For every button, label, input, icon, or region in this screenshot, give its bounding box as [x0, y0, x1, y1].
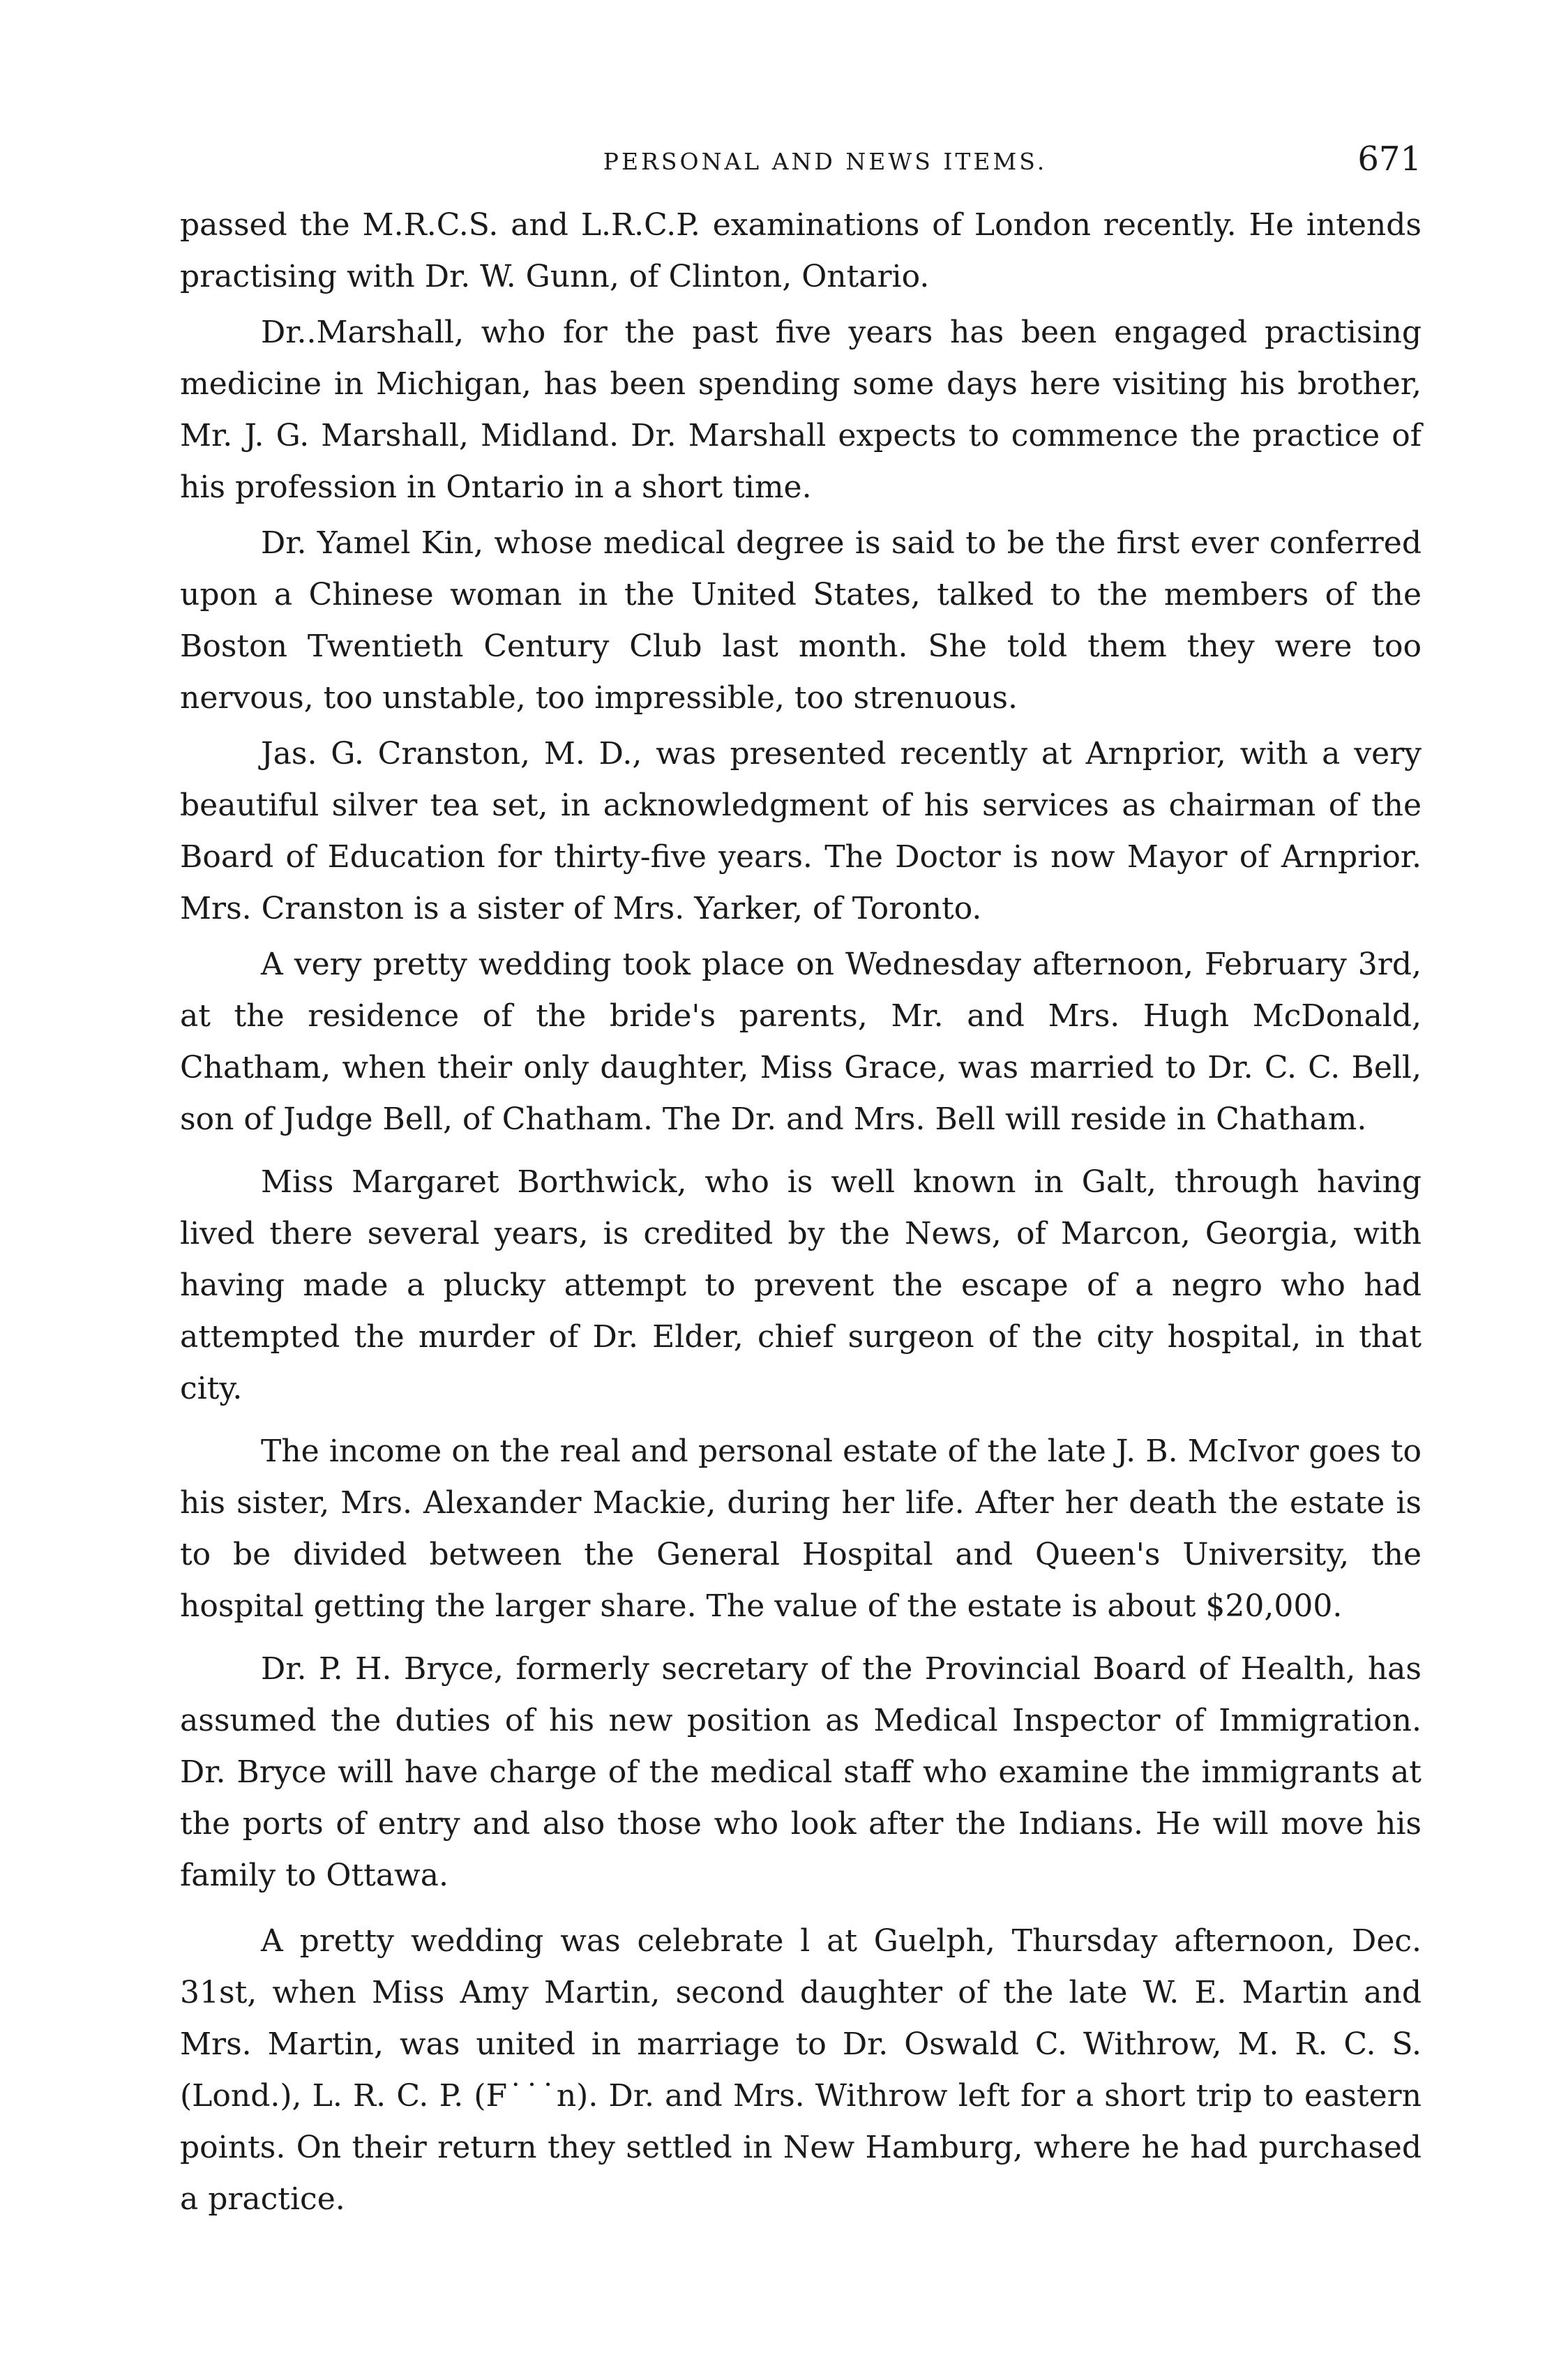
running-title: PERSONAL AND NEWS ITEMS. — [603, 148, 1048, 175]
paragraph-marshall: Dr..Marshall, who for the past five years has been engaged practising medicine in Michigan, has been spending some days here visiting his brother, Mr. J. G. Marshall, Midland. Dr. Marshall expects to commence the practice of his profession in Ontario in a short time. — [180, 315, 1422, 505]
page-number: 671 — [1357, 140, 1422, 179]
paragraph-bryce: Dr. P. H. Bryce, formerly secretary of the Provincial Board of Health, has assumed the duties of his new position as Medical Inspector of Immigration. Dr. Bryce will have charge of the medical staff who examine the immigrants at the ports of entry and also those who look after the Indians. He will move his family to Ottawa. — [180, 1651, 1422, 1893]
paragraph-gunn: passed the M.R.C.S. and L.R.C.P. examinations of London recently. He intends practising with Dr. W. Gunn, of Clinton, Ontario. — [180, 207, 1422, 294]
paragraph-bell-wedding: A very pretty wedding took place on Wednesday afternoon, February 3rd, at the residence of the bride's parents, Mr. and Mrs. Hugh McDonald, Chatham, when their only daughter, Miss Grace, was married to Dr. C. C. Bell, son of Judge Bell, of Chatham. The Dr. and Mrs. Bell will reside in Chatham. — [180, 947, 1422, 1137]
running-head — [180, 140, 1422, 181]
paragraph-withrow-wedding: A pretty wedding was celebrate l at Guelph, Thursday afternoon, Dec. 31st, when Miss Amy Martin, second daughter of the late W. E. Martin and Mrs. Martin, was united in marriage to Dr. Oswald C. Withrow, M. R. C. S. (Lond.), L. R. C. P. (F˙˙˙n). Dr. and Mrs. Withrow left for a short trip to eastern points. On their return they settled in New Hamburg, where he had purchased a practice. — [180, 1923, 1422, 2217]
paragraph-borthwick: Miss Margaret Borthwick, who is well known in Galt, through having lived there several years, is credited by the News, of Marcon, Georgia, with having made a plucky attempt to prevent the escape of a negro who had attempted the murder of Dr. Elder, chief surgeon of the city hospital, in that city. — [180, 1164, 1422, 1406]
paragraph-yamel-kin: Dr. Yamel Kin, whose medical degree is said to be the first ever conferred upon a Chinese woman in the United States, talked to the members of the Boston Twentieth Century Club last month. She told them they were too nervous, too unstable, too impressible, too strenuous. — [180, 525, 1422, 716]
article-body — [180, 200, 1422, 2225]
paragraph-mcivor-estate: The income on the real and personal estate of the late J. B. McIvor goes to his sister, Mrs. Alexander Mackie, during her life. After her death the estate is to be divided between the General Hospital and Queen's University, the hospital getting the larger share. The value of the estate is about $20,000. — [180, 1434, 1422, 1624]
paragraph-cranston: Jas. G. Cranston, M. D., was presented recently at Arnprior, with a very beautiful silver tea set, in acknowledgment of his services as chairman of the Board of Education for thirty-five years. The Doctor is now Mayor of Arnprior. Mrs. Cranston is a sister of Mrs. Yarker, of Toronto. — [180, 736, 1422, 926]
document-page — [180, 140, 1422, 2288]
